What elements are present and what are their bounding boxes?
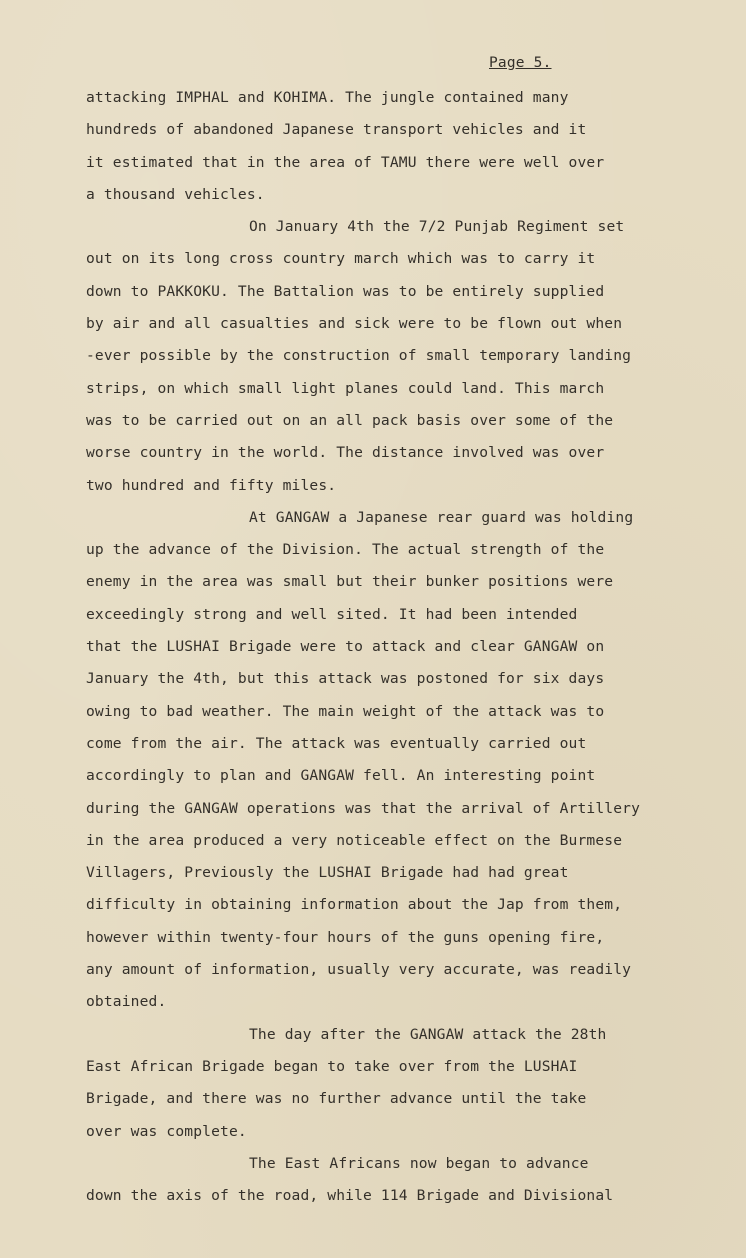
text-line: up the advance of the Division. The actual strength of the: [86, 541, 605, 559]
text-line: East African Brigade began to take over from the LUSHAI: [86, 1057, 578, 1075]
text-line: come from the air. The attack was eventually carried out: [86, 734, 587, 752]
page-number: Page 5.: [489, 55, 552, 71]
text-line: owing to bad weather. The main weight of the attack was to: [86, 702, 605, 720]
text-line: it estimated that in the area of TAMU there were well over: [86, 153, 605, 171]
paragraph-start-line: At GANGAW a Japanese rear guard was holding: [249, 508, 634, 526]
text-line: a thousand vehicles.: [86, 185, 265, 203]
text-line: during the GANGAW operations was that the arrival of Artillery: [86, 799, 641, 817]
text-line: Brigade, and there was no further advance until the take: [86, 1090, 587, 1108]
text-line: obtained.: [86, 993, 167, 1011]
paragraph-start-line: On January 4th the 7/2 Punjab Regiment set: [249, 218, 625, 236]
text-line: two hundred and fifty miles.: [86, 476, 337, 494]
text-line: down the axis of the road, while 114 Brigade and Divisional: [86, 1187, 614, 1205]
text-line: by air and all casualties and sick were to be flown out when: [86, 315, 623, 333]
text-line: however within twenty-four hours of the guns opening fire,: [86, 928, 605, 946]
text-line: strips, on which small light planes could land. This march: [86, 379, 605, 397]
text-line: enemy in the area was small but their bunker positions were: [86, 573, 614, 591]
text-line: that the LUSHAI Brigade were to attack and clear GANGAW on: [86, 638, 605, 656]
paragraph-start-line: The day after the GANGAW attack the 28th: [249, 1025, 607, 1043]
text-line: was to be carried out on an all pack basis over some of the: [86, 411, 614, 429]
text-line: difficulty in obtaining information about the Jap from them,: [86, 896, 623, 914]
body-text: [86, 82, 706, 1212]
text-line: -ever possible by the construction of small temporary landing: [86, 347, 632, 365]
text-line: exceedingly strong and well sited. It had been intended: [86, 605, 578, 623]
text-line: Villagers, Previously the LUSHAI Brigade had had great: [86, 864, 569, 882]
text-line: in the area produced a very noticeable effect on the Burmese: [86, 831, 623, 849]
text-line: out on its long cross country march which was to carry it: [86, 250, 596, 268]
text-line: worse country in the world. The distance involved was over: [86, 444, 605, 462]
text-line: over was complete.: [86, 1122, 247, 1140]
text-line: down to PAKKOKU. The Battalion was to be entirely supplied: [86, 282, 605, 300]
text-line: January the 4th, but this attack was postoned for six days: [86, 670, 605, 688]
text-line: accordingly to plan and GANGAW fell. An interesting point: [86, 767, 596, 785]
text-line: hundreds of abandoned Japanese transport vehicles and it: [86, 121, 587, 139]
paragraph-start-line: The East Africans now began to advance: [249, 1154, 589, 1172]
text-line: attacking IMPHAL and KOHIMA. The jungle contained many: [86, 89, 569, 106]
text-line: any amount of information, usually very accurate, was readily: [86, 961, 632, 979]
